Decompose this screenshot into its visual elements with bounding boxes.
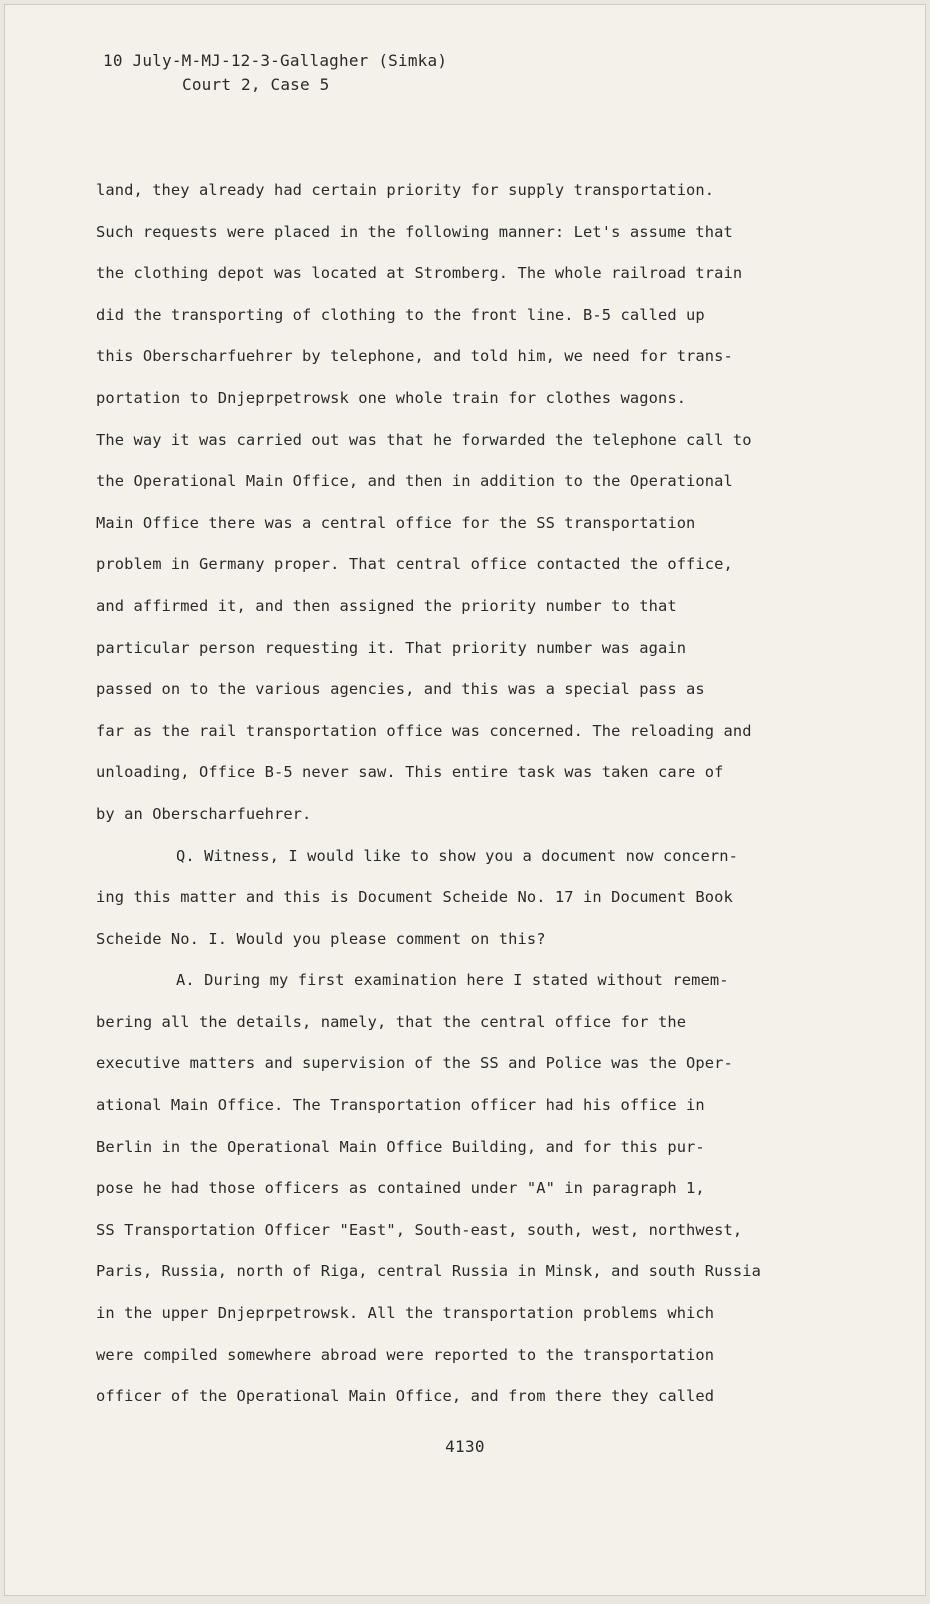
document-page: [4, 4, 926, 1596]
transcript-line: The way it was carried out was that he forwarded the telephone call to: [96, 430, 752, 449]
transcript-line: problem in Germany proper. That central office contacted the office,: [96, 555, 733, 574]
transcript-line: ing this matter and this is Document Scheide No. 17 in Document Book: [96, 888, 733, 907]
document-header: [103, 49, 447, 97]
transcript-line: and affirmed it, and then assigned the priority number to that: [96, 596, 677, 615]
transcript-line: SS Transportation Officer "East", South-east, south, west, northwest,: [96, 1220, 743, 1239]
header-reference-line: 10 July-M-MJ-12-3-Gallagher (Simka): [103, 51, 448, 70]
transcript-line: Berlin in the Operational Main Office Building, and for this pur-: [96, 1137, 705, 1156]
transcript-line: land, they already had certain priority for supply transportation.: [96, 181, 715, 199]
transcript-line: in the upper Dnjeprpetrowsk. All the transportation problems which: [96, 1304, 715, 1323]
transcript-line: far as the rail transportation office was concerned. The reloading and: [96, 721, 752, 740]
transcript-line: were compiled somewhere abroad were reported to the transportation: [96, 1345, 715, 1364]
transcript-line: pose he had those officers as contained under "A" in paragraph 1,: [96, 1179, 705, 1198]
transcript-line: ational Main Office. The Transportation officer had his office in: [96, 1096, 705, 1115]
question-line: Q. Witness, I would like to show you a document now concern-: [176, 846, 738, 865]
transcript-line: this Oberscharfuehrer by telephone, and told him, we need for trans-: [96, 347, 733, 366]
transcript-line: particular person requesting it. That priority number was again: [96, 638, 687, 657]
transcript-body: [96, 170, 836, 1418]
transcript-line: Paris, Russia, north of Riga, central Russia in Minsk, and south Russia: [96, 1262, 761, 1281]
transcript-line: bering all the details, namely, that the central office for the: [96, 1012, 687, 1031]
transcript-line: executive matters and supervision of the SS and Police was the Oper-: [96, 1054, 733, 1073]
transcript-line: officer of the Operational Main Office, and from there they called: [96, 1387, 715, 1406]
page-number: 4130: [445, 1437, 485, 1456]
transcript-line: did the transporting of clothing to the front line. B-5 called up: [96, 305, 705, 324]
transcript-line: Such requests were placed in the following manner: Let's assume that: [96, 222, 733, 241]
transcript-line: the Operational Main Office, and then in addition to the Operational: [96, 472, 733, 491]
header-court-line: Court 2, Case 5: [182, 75, 330, 94]
transcript-line: Scheide No. I. Would you please comment on this?: [96, 929, 546, 948]
answer-line: A. During my first examination here I stated without remem-: [176, 971, 729, 990]
transcript-line: by an Oberscharfuehrer.: [96, 804, 312, 823]
transcript-line: portation to Dnjeprpetrowsk one whole train for clothes wagons.: [96, 388, 687, 407]
transcript-line: unloading, Office B-5 never saw. This entire task was taken care of: [96, 763, 724, 782]
transcript-line: the clothing depot was located at Stromberg. The whole railroad train: [96, 264, 743, 283]
transcript-line: passed on to the various agencies, and this was a special pass as: [96, 680, 705, 699]
transcript-line: Main Office there was a central office for the SS transportation: [96, 513, 696, 532]
